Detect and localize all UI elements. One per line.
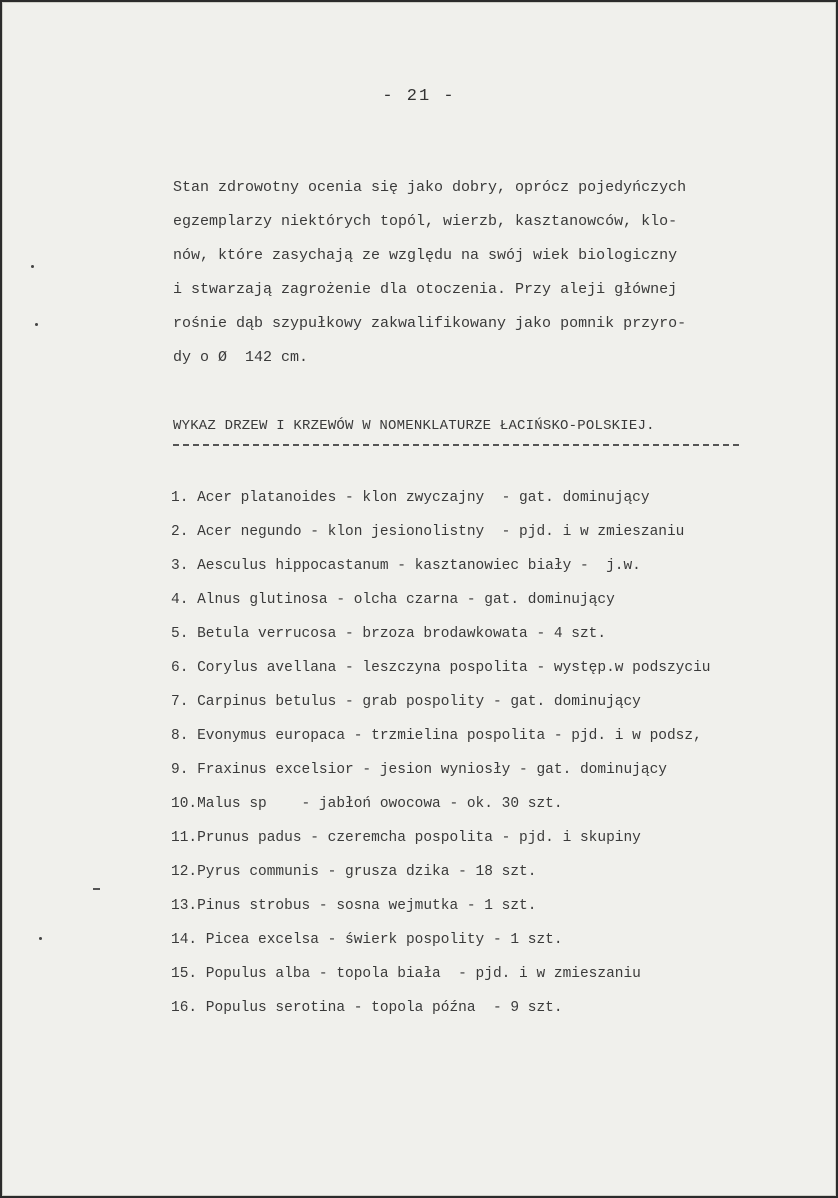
margin-speck bbox=[39, 937, 42, 940]
margin-speck bbox=[93, 888, 100, 890]
paragraph-line: nów, które zasychają ze względu na swój wiek biologiczny bbox=[173, 247, 678, 264]
margin-speck bbox=[35, 323, 38, 326]
health-status-paragraph bbox=[173, 171, 813, 375]
list-item: 6. Corylus avellana - leszczyna pospolita - występ.w podszyciu bbox=[171, 660, 711, 676]
list-item: 1. Acer platanoides - klon zwyczajny - gat. dominujący bbox=[171, 490, 650, 506]
list-item: 11.Prunus padus - czeremcha pospolita - pjd. i skupiny bbox=[171, 830, 641, 846]
paragraph-line: dy o Ø 142 cm. bbox=[173, 349, 309, 366]
heading-underline bbox=[173, 444, 739, 446]
list-item: 13.Pinus strobus - sosna wejmutka - 1 szt. bbox=[171, 898, 537, 914]
margin-speck bbox=[31, 265, 34, 268]
document-page bbox=[2, 2, 836, 1196]
list-item: 14. Picea excelsa - świerk pospolity - 1 szt. bbox=[171, 932, 563, 948]
paragraph-line: egzemplarzy niektórych topól, wierzb, kasztanowców, klo- bbox=[173, 213, 678, 230]
paragraph-line: rośnie dąb szypułkowy zakwalifikowany jako pomnik przyro- bbox=[173, 315, 687, 332]
list-item: 9. Fraxinus excelsior - jesion wyniosły - gat. dominujący bbox=[171, 762, 667, 778]
list-item: 12.Pyrus communis - grusza dzika - 18 szt. bbox=[171, 864, 537, 880]
tree-species-list bbox=[171, 481, 821, 1025]
list-item: 2. Acer negundo - klon jesionolistny - pjd. i w zmieszaniu bbox=[171, 524, 685, 540]
list-item: 5. Betula verrucosa - brzoza brodawkowata - 4 szt. bbox=[171, 626, 607, 642]
page-number: - 21 - bbox=[382, 87, 456, 106]
list-item: 15. Populus alba - topola biała - pjd. i w zmieszaniu bbox=[171, 966, 641, 982]
list-item: 16. Populus serotina - topola późna - 9 szt. bbox=[171, 1000, 563, 1016]
paragraph-line: i stwarzają zagrożenie dla otoczenia. Przy aleji głównej bbox=[173, 281, 678, 298]
list-item: 8. Evonymus europaca - trzmielina pospolita - pjd. i w podsz, bbox=[171, 728, 702, 744]
list-item: 7. Carpinus betulus - grab pospolity - gat. dominujący bbox=[171, 694, 641, 710]
list-item: 3. Aesculus hippocastanum - kasztanowiec biały - j.w. bbox=[171, 558, 641, 574]
list-item: 10.Malus sp - jabłoń owocowa - ok. 30 szt. bbox=[171, 796, 563, 812]
list-item: 4. Alnus glutinosa - olcha czarna - gat. dominujący bbox=[171, 592, 615, 608]
section-heading: WYKAZ DRZEW I KRZEWÓW W NOMENKLATURZE ŁACIŃSKO-POLSKIEJ. bbox=[173, 418, 655, 434]
paragraph-line: Stan zdrowotny ocenia się jako dobry, oprócz pojedyńczych bbox=[173, 179, 687, 196]
